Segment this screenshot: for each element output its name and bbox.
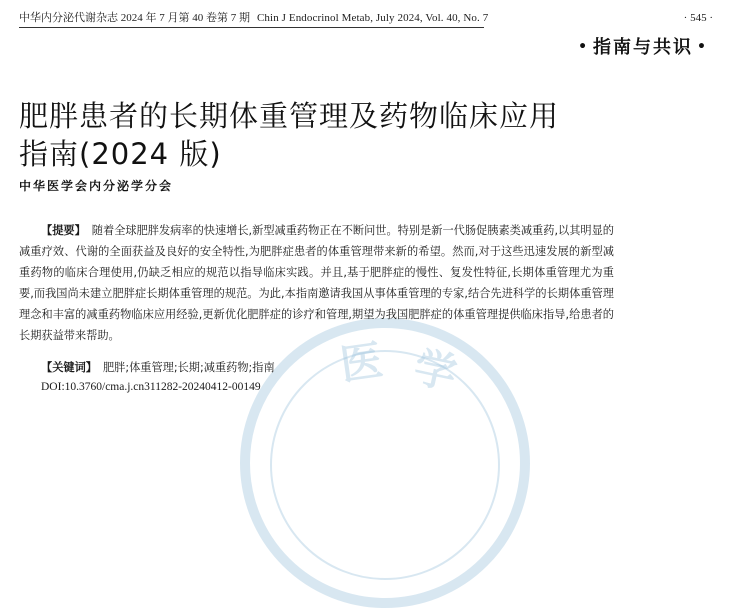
article-title-line-2: 指南(2024 版) bbox=[19, 137, 222, 172]
journal-name-chinese: 中华内分泌代谢杂志 2024 年 7 月第 40 卷第 7 期 bbox=[19, 12, 250, 24]
article-authors: 中华医学会内分泌学分会 bbox=[19, 179, 174, 193]
watermark-char: 学 bbox=[409, 342, 462, 399]
column-tag bbox=[574, 36, 712, 58]
running-header bbox=[19, 9, 713, 27]
journal-name-english: Chin J Endocrinol Metab, July 2024, Vol. 40, No. 7 bbox=[257, 12, 489, 24]
column-label: 指南与共识 bbox=[593, 37, 694, 58]
watermark-seal bbox=[240, 318, 530, 608]
abstract-text: 随着全球肥胖发病率的快速增长,新型减重药物正在不断问世。特别是新一代肠促胰素类减重药,以其明显的减重疗效、代谢的全面获益及良好的安全特性,为肥胖症患者的体重管理带来新的希望。然而,对于这些迅速发展的新型减重药物的临床合理使用,仍缺乏相应的规范以指导临床实践。并且,基于肥胖症的慢性、复发性特征,长期体重管理尤为重要,而我国尚未建立肥胖症长期体重管理的规范。为此,本指南邀请我国从事体重管理的专家,结合先进科学的长期体重管理理念和丰富的减重药物临床应用经验,更新优化肥胖症的诊疗和管理,期望为我国肥胖症的体重管理提供临床指导,给患者的长期获益带来帮助。 bbox=[19, 224, 614, 342]
article-title bbox=[19, 97, 619, 173]
keywords-label: 【关键词】 bbox=[41, 361, 97, 374]
article-title-line-1: 肥胖患者的长期体重管理及药物临床应用 bbox=[19, 99, 560, 134]
keywords-text: 肥胖;体重管理;长期;减重药物;指南 bbox=[102, 361, 275, 374]
watermark-char: 医 bbox=[337, 335, 386, 390]
bullet-icon: • bbox=[697, 39, 708, 55]
page-number: · 545 · bbox=[683, 12, 713, 24]
abstract-label: 【提要】 bbox=[41, 224, 86, 237]
bullet-icon: • bbox=[578, 39, 590, 55]
keywords bbox=[41, 360, 275, 376]
doi-link[interactable]: DOI:10.3760/cma.j.cn311282-20240412-00149 bbox=[41, 381, 261, 393]
header-rule bbox=[19, 27, 484, 28]
abstract bbox=[19, 220, 614, 346]
